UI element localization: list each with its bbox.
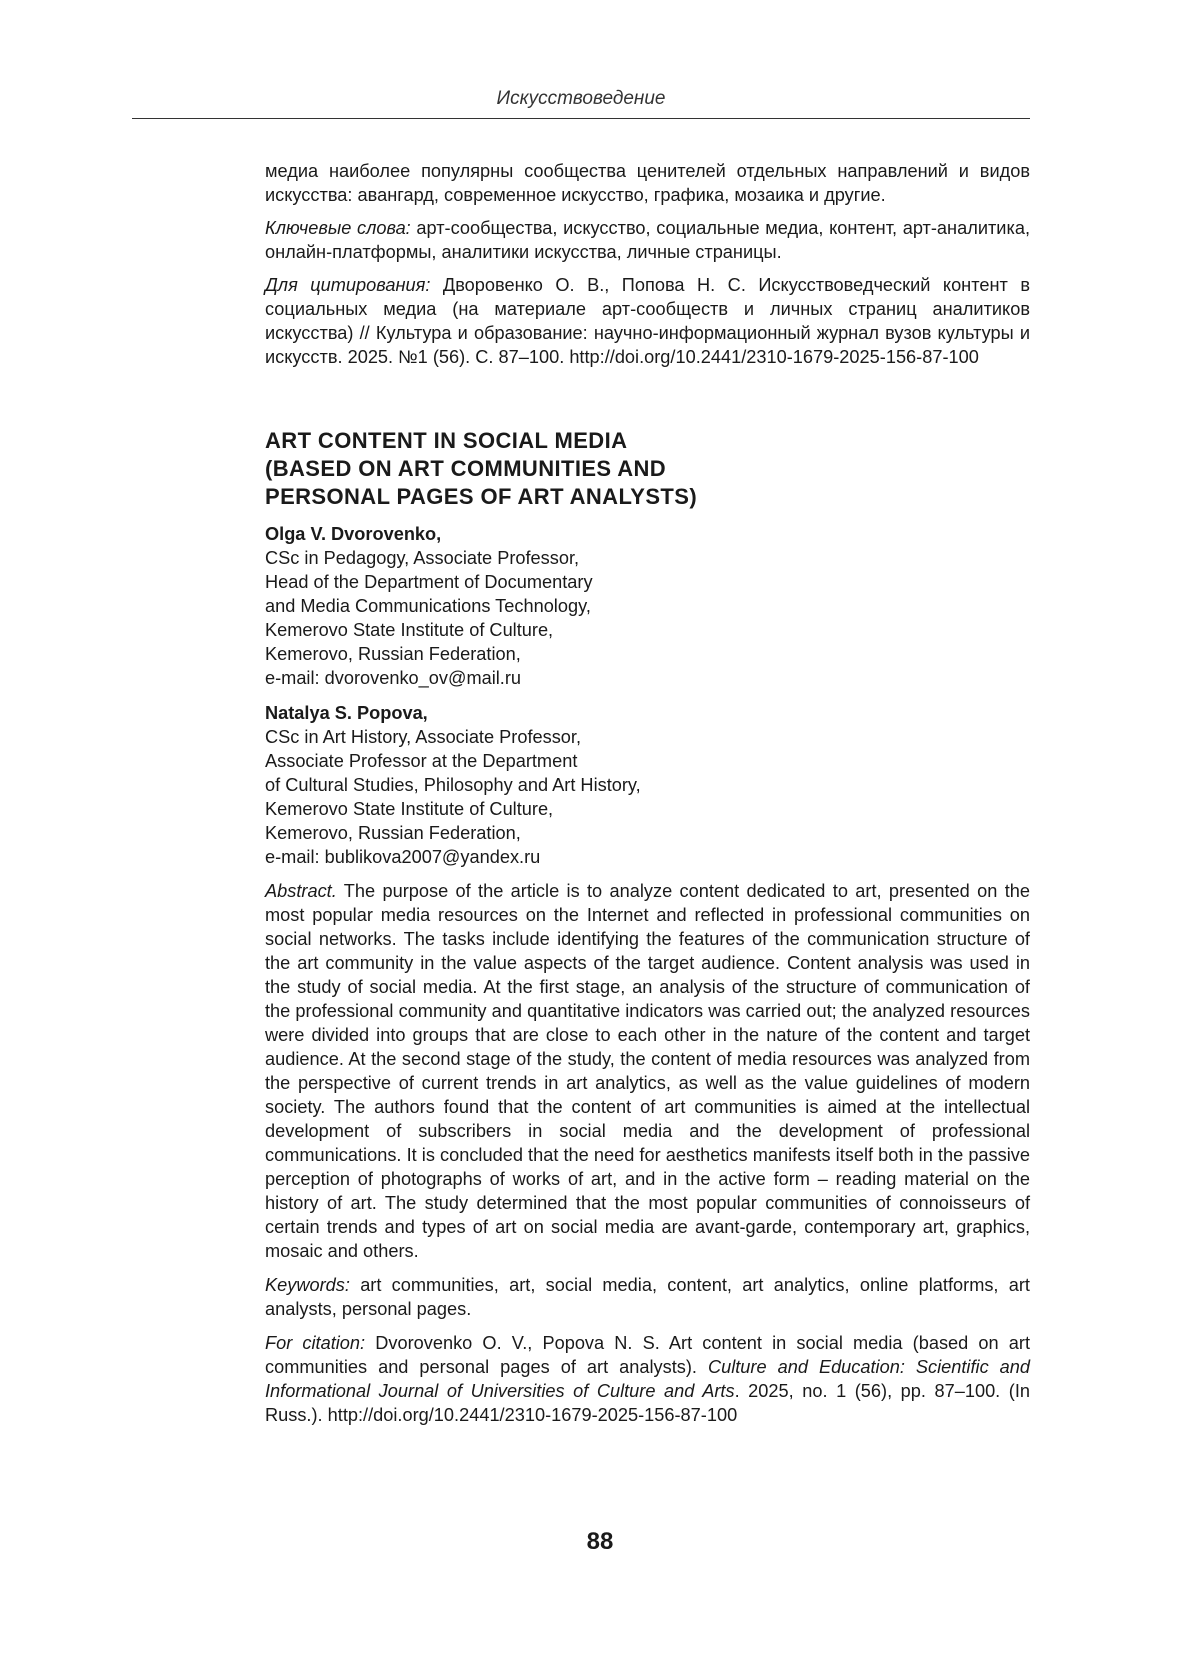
en-abstract <box>265 879 1030 1263</box>
ru-citation-label: Для цитирования: <box>265 275 431 295</box>
en-citation-authors: Dvorovenko O. V., Popova N. S. Art content in social media (based on art communities and personal pages of art analysts). <box>265 1333 1031 1377</box>
ru-citation <box>265 273 1030 369</box>
author-affiliation-line: Kemerovo State Institute of Culture, <box>265 620 554 640</box>
author-block <box>265 701 1030 869</box>
ru-abstract-tail: медиа наиболее популярны сообщества ценителей отдельных направлений и видов искусства: авангард, современное искусство, графика, мозаика и другие. <box>265 161 1030 205</box>
en-citation-label: For citation: <box>265 1333 366 1353</box>
ru-keywords-label: Ключевые слова: <box>265 218 411 238</box>
en-keywords-text: art communities, art, social media, content, art analytics, online platforms, art analysts, personal pages. <box>265 1275 1030 1319</box>
header-rule <box>132 118 1030 119</box>
en-abstract-label: Abstract. <box>265 881 337 901</box>
author-affiliation-line: Kemerovo State Institute of Culture, <box>265 799 554 819</box>
author-affiliation-line: Kemerovo, Russian Federation, <box>265 823 521 843</box>
author-email: e-mail: dvorovenko_ov@mail.ru <box>265 668 522 688</box>
author-affiliation-line: Kemerovo, Russian Federation, <box>265 644 521 664</box>
title-line: (BASED ON ART COMMUNITIES AND <box>265 456 667 481</box>
author-email: e-mail: bublikova2007@yandex.ru <box>265 847 541 867</box>
ru-keywords <box>265 216 1030 264</box>
en-keywords <box>265 1273 1030 1321</box>
ru-citation-text: Дворовенко О. В., Попова Н. С. Искусствоведческий контент в социальных медиа (на материале арт-сообществ и личных страниц аналитиков искусства) // Культура и образование: научно-информационный журнал вузов культуры и искусств. 2025. №1 (56). С. 87–100. http://doi.org/10.2441/2310-1679-2025-156-87-100 <box>265 275 1030 367</box>
en-abstract-text: The purpose of the article is to analyze content dedicated to art, presented on the most popular media resources on the Internet and reflected in professional communities on social networks. The tasks include identifying the features of the communication structure of the art community in the value aspects of the target audience. Content analysis was used in the study of social media. At the first stage, an analysis of the structure of communication of the professional community and quantitative indicators was carried out; the analyzed resources were divided into groups that are close to each other in the nature of the content and target audience. At the second stage of the study, the content of media resources was analyzed from the perspective of current trends in art analytics, as well as the value guidelines of modern society. The authors found that the content of art communities is aimed at the intellectual development of subscribers in social media and the development of professional communications. It is concluded that the need for aesthetics manifests itself both in the passive perception of photographs of works of art, and in the active form – reading material on the history of art. The study determined that the most popular communities of connoisseurs of certain trends and types of art on social media are avant-garde, contemporary art, graphics, mosaic and others. <box>265 881 1030 1261</box>
author-affiliation-line: and Media Communications Technology, <box>265 596 591 616</box>
ru-keywords-text: арт-сообщества, искусство, социальные медиа, контент, арт-аналитика, онлайн-платформы, аналитики искусства, личные страницы. <box>265 218 1030 262</box>
author-affiliation-line: CSc in Art History, Associate Professor, <box>265 727 582 747</box>
author-affiliation-line: CSc in Pedagogy, Associate Professor, <box>265 548 580 568</box>
en-keywords-label: Keywords: <box>265 1275 350 1295</box>
running-head: Искусствоведение <box>496 88 666 109</box>
author-affiliation-line: Associate Professor at the Department <box>265 751 578 771</box>
en-citation-journal: Culture and Education: Scientific and Informational Journal of Universities of Culture and Arts <box>265 1357 1031 1401</box>
article-title <box>265 427 1030 511</box>
author-name: Natalya S. Popova, <box>265 703 428 723</box>
author-block <box>265 522 1030 690</box>
author-affiliation-line: of Cultural Studies, Philosophy and Art History, <box>265 775 641 795</box>
title-line: PERSONAL PAGES OF ART ANALYSTS) <box>265 484 698 509</box>
en-citation-rest: . 2025, no. 1 (56), pp. 87–100. (In Russ.). http://doi.org/10.2441/2310-1679-2025-156-87-100 <box>265 1381 1031 1425</box>
article-content <box>265 159 1030 1427</box>
en-citation <box>265 1331 1030 1427</box>
author-affiliation-line: Head of the Department of Documentary <box>265 572 593 592</box>
author-name: Olga V. Dvorovenko, <box>265 524 442 544</box>
page-number: 88 <box>586 1528 614 1555</box>
title-line: ART CONTENT IN SOCIAL MEDIA <box>265 428 628 453</box>
